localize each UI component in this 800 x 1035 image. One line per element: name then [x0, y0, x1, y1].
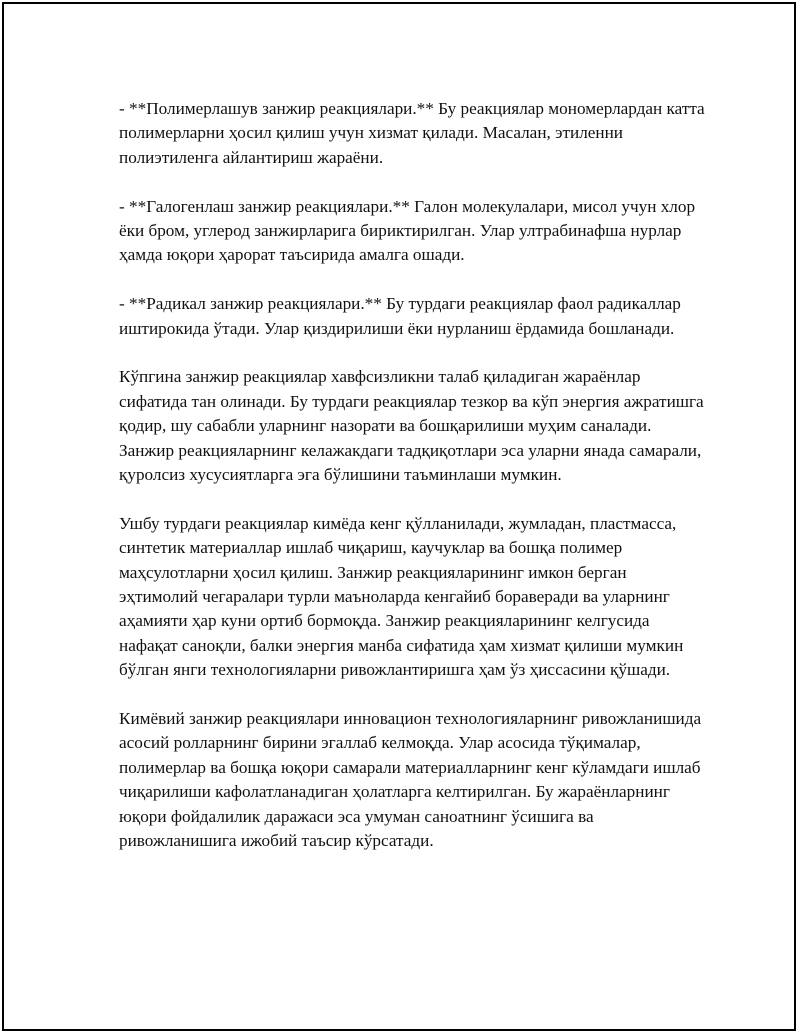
paragraph-innovation: Кимёвий занжир реакциялари инновацион технологияларнинг ривожланишида асосий ролларнинг бирини эгаллаб келмоқда. Улар асосида тўқималар, полимерлар ва бошқа юқори самарали материалларнинг кенг кўламдаги ишлаб чиқарилиши кафолатланадиган ҳолатларга келтирилган. Бу жараёнларнинг юқори фойдалилик даражаси эса умуман саноатнинг ўсишига ва ривожланишига ижобий таъсир кўрсатади. [119, 709, 702, 851]
paragraph-safety: Кўпгина занжир реакциялар хавфсизликни талаб қиладиган жараёнлар сифатида тан олинади. Бу турдаги реакциялар тезкор ва кўп энергия ажратишга қодир, шу сабабли уларнинг назорати ва бошқарилиши муҳим саналади. Занжир реакцияларнинг келажакдаги тадқиқотлари эса уларни янада самарали, қуролсиз хусусиятларга эга бўлишини таъминлаши мумкин. [119, 367, 704, 485]
paragraph-applications: Ушбу турдаги реакциялар кимёда кенг қўлланилади, жумладан, пластмасса, синтетик материаллар ишлаб чиқариш, каучуклар ва бошқа полимер маҳсулотларни ҳосил қилиш. Занжир реакцияларининг имкон берган эҳтимолий чегаралари турли маъноларда кенгайиб бораверади ва уларнинг аҳамияти ҳар куни ортиб бормоқда. Занжир реакцияларининг келгусида нафақат саноқли, балки энергия манба сифатида ҳам хизмат қилиши мумкин бўлган янги технологияларни ривожлантиришга ҳам ўз ҳиссасини қўшади. [119, 513, 684, 680]
paragraph-radical: - **Радикал занжир реакциялари.** Бу турдаги реакциялар фаол радикаллар иштирокида ўтади. Улар қиздирилиши ёки нурланиш ёрдамида бошланади. [119, 294, 681, 338]
page-frame [2, 2, 796, 1031]
paragraph-halogenation: - **Галогенлаш занжир реакциялари.** Галон молекулалари, мисол учун хлор ёки бром, углерод занжирларига бириктирилган. Улар ултрабинафша нурлар ҳамда юқори ҳарорат таъсирида амалга ошади. [119, 196, 696, 265]
paragraph-polymerization: - **Полимерлашув занжир реакциялари.** Бу реакциялар мономерлардан катта полимерларни ҳосил қилиш учун хизмат қилади. Масалан, этиленни полиэтиленга айлантириш жараёни. [119, 99, 705, 167]
document-body [119, 97, 709, 854]
